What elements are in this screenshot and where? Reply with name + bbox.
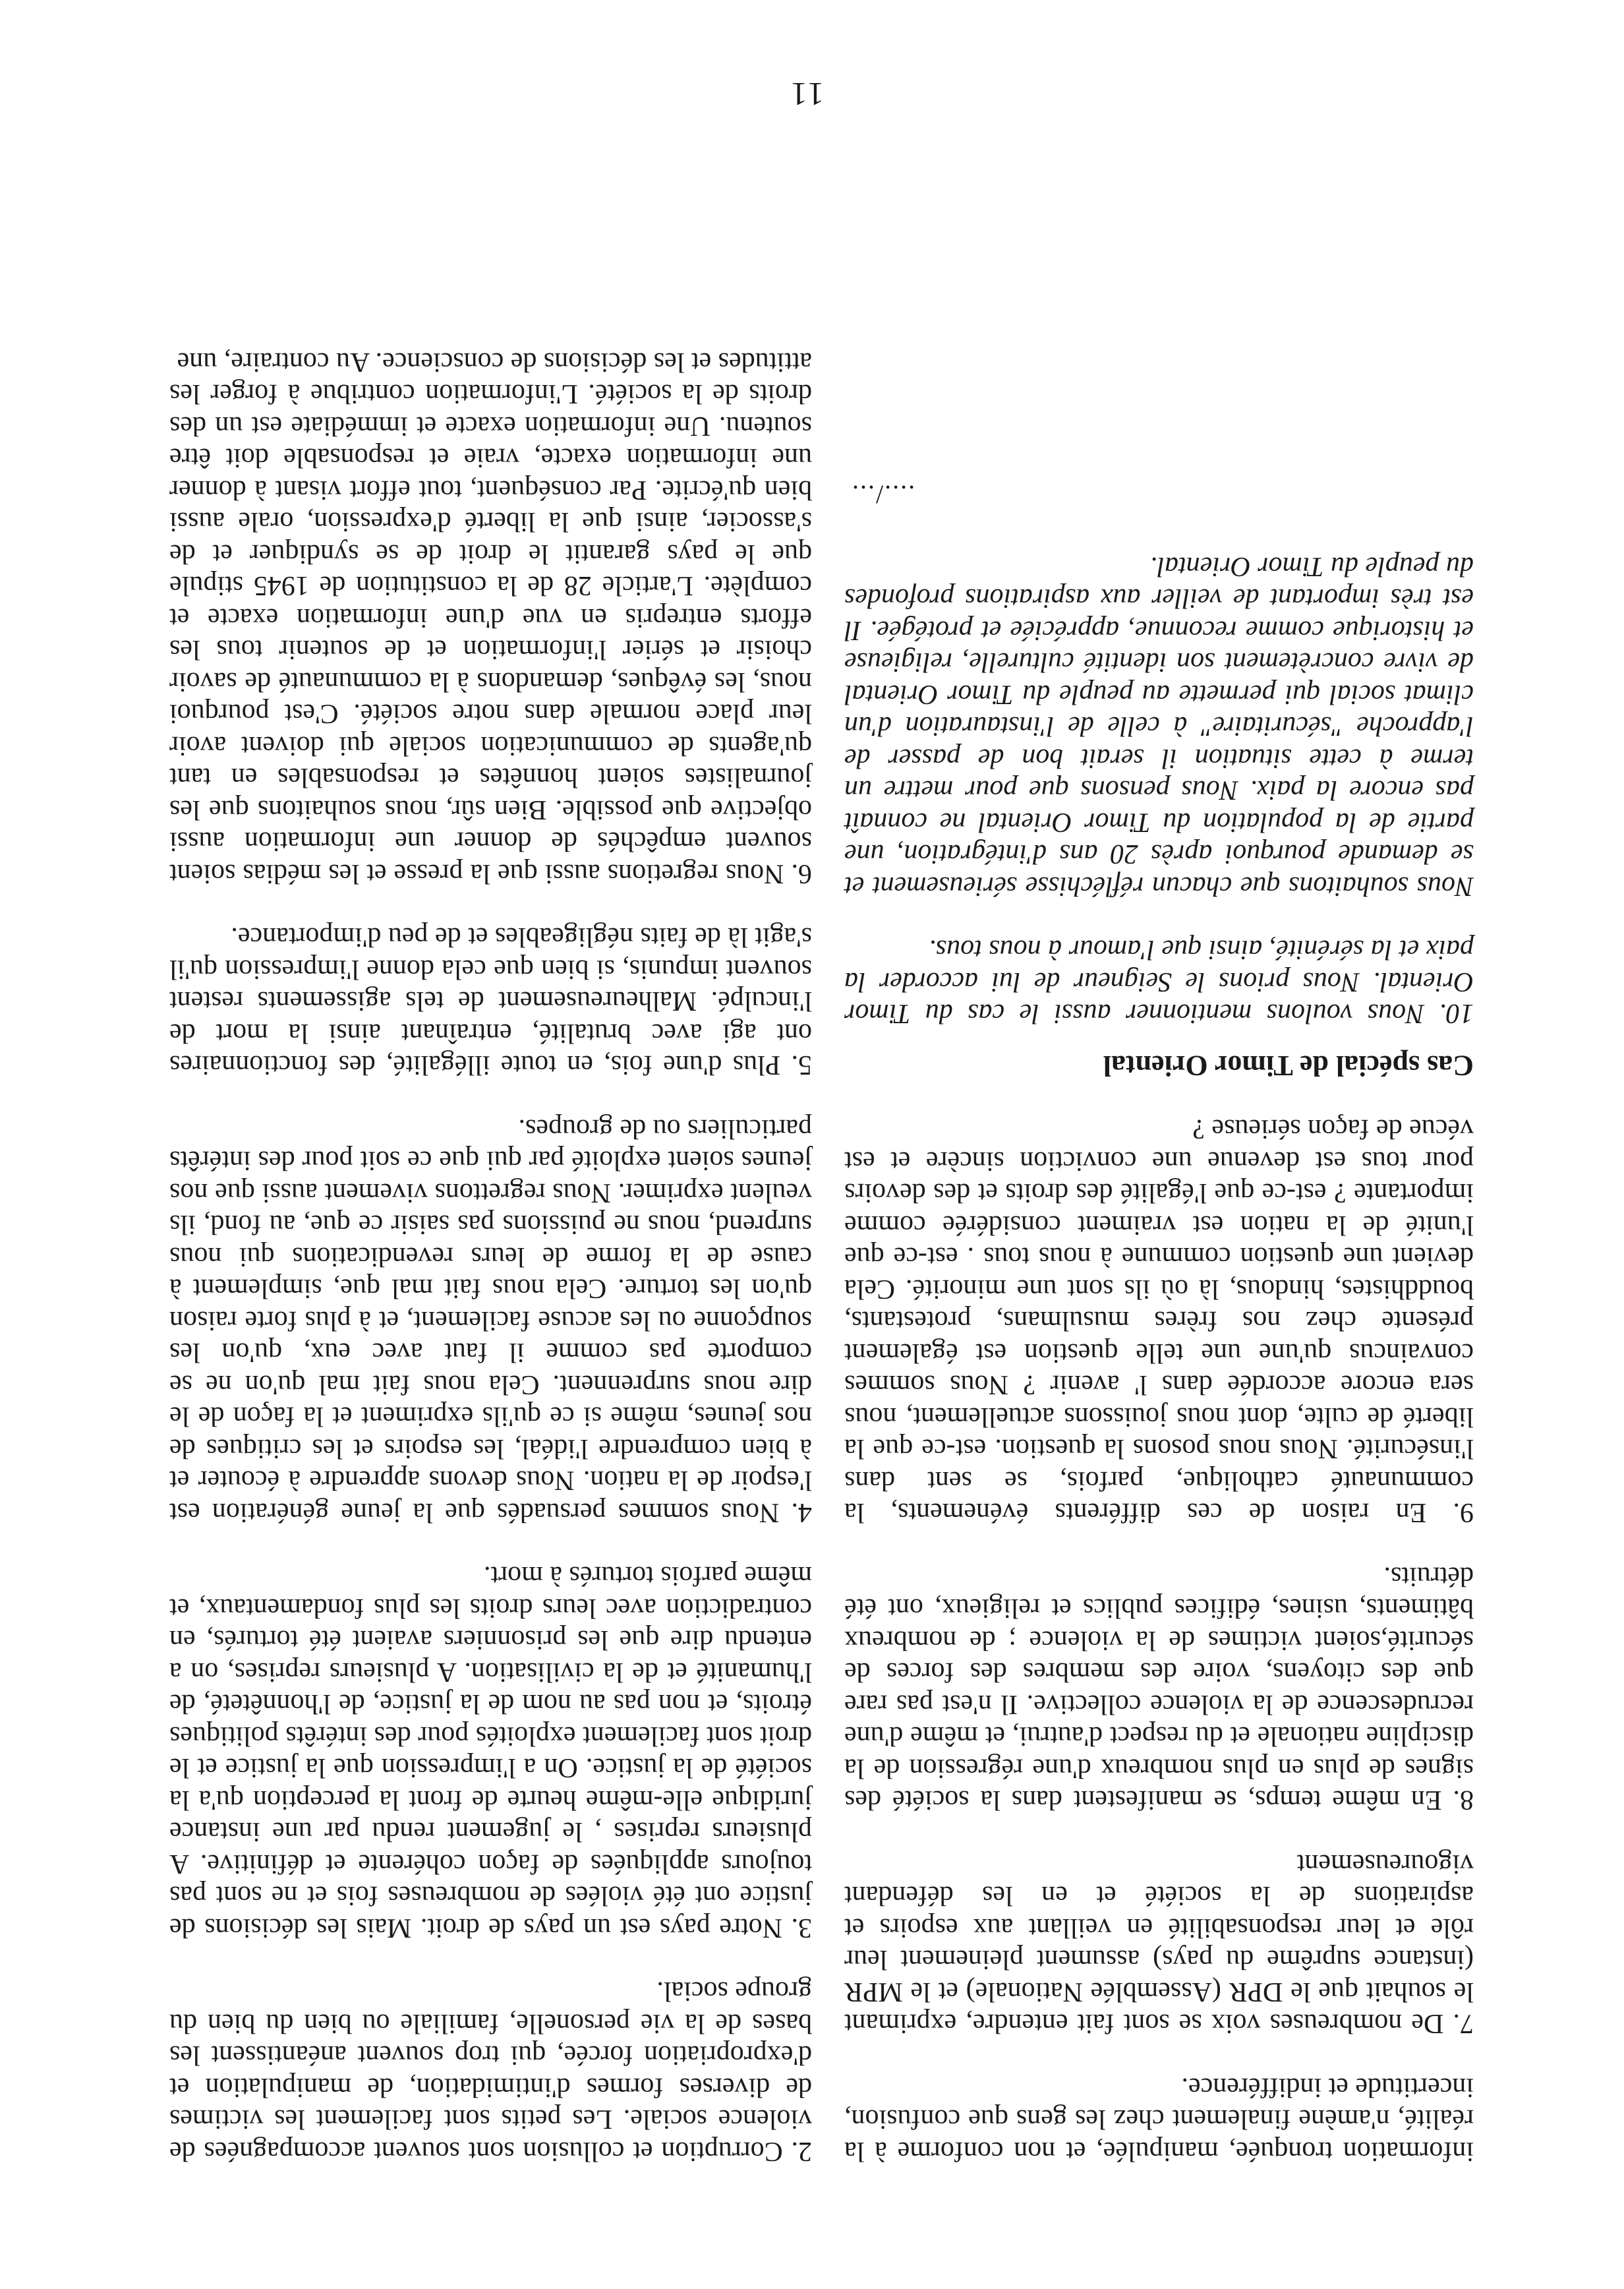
section-heading: Cas spécial de Timor Oriental bbox=[1103, 1050, 1474, 1082]
paragraph-10-continued: Nous souhaitons que chacun réfléchisse sérieusement et se demande pourquoi après 20 ans d'intégration, une partie de la population du Timor Oriental ne connaît pas encore la paix. Nous pensons que pour mettre un terme à cette situation il serait bon de passer de l'approche "sécuritaire" à celle de l'instauration d'un climat social qui permette au peuple du Timor Oriental de vivre concrètement son identité culturelle, religieuse et historique comme reconnue, appréciée et protégée. Il est très important de veiller aux aspirations profondes du peuple du Timor Oriental. bbox=[844, 551, 1474, 901]
paragraph-2: 2. Corruption et collusion sont souvent accompagnées de violence sociale. Les petits sont facilement les victimes de diverses formes d'intimidation, de manipulation et d'expropriation forcée, qui trop souvent anéantissent les bases de la vie personelle, familiale ou bien du bien du groupe social. bbox=[169, 1976, 812, 2166]
page-number: 11 bbox=[789, 76, 825, 113]
left-column bbox=[169, 314, 812, 2168]
paragraph-6: 6. Nous regretions aussi que la presse et les médias soient souvent empêchés de donner une information aussi objective que possible. Bien sûr, nous souhaitons que les journalistes soient honnêtes et responsables en tant qu'agents de communication sociale qui doivent avoir leur place normale dans notre société. C'est pourquoi nous, les évêques, demandons à la communauté de savoir choisir et sérier l'information et de soutenir tous les efforts entrepris en vue d'une information exacte et complète. L'article 28 de la constitution de 1945 stipule que le pays garantit le droit de se syndiquer et de s'associer, ainsi que la liberté d'expression, orale aussi bien qu'écrite. Par conséquent, tout effort visant à donner une information exacte, vraie et responsable doit être soutenu. Une information exacte et immédiate est un des droits de la société. L'information contribue à forger les attitudes et les décisions de conscience. Au contraire, une bbox=[169, 347, 812, 889]
paragraph-8: 8. En même temps, se manifestent dans la société des signes de plus en plus nombreux d'une régression de la discipline nationale et du respect d'autrui, et même d'une recrudescence de la violence collective. Il n'est pas rare que des citoyens, voire des membres des forces de sécurité,soient victimes de la violence ; de nombreux bâtiments, usines, édifices publics et religieux, ont été détruits. bbox=[844, 1561, 1474, 1816]
paragraph-4: 4. Nous sommes persuadés que la jeune génération est l'espoir de la nation. Nous devons apprendre à écouter et à bien comprendre l'idéal, les espoirs et les critiques de nos jeunes, même si ce qu'ils expriment et la façon de le dire nous surprennent. Cela nous fait mal qu'on ne se comporte pas comme il faut avec eux, qu'on les soupçonne ou les accuse facilement, et à plus forte raison qu'on les torture. Cela nous fait mal que, simplement à cause de la forme de leurs revendications qui nous surprend, nous ne puissions pas saisir ce que, au fond, ils veulent exprimer. Nous regrettons vivement aussi que nos jeunes soient exploité par qui que ce soit pour des intérêts particuliers ou de groupes. bbox=[169, 1114, 812, 1528]
paragraph-7: 7. De nombreuses voix se sont fait entendre, exprimant le souhait que le DPR (Assemblée Nationale) et le MPR (instance suprême du pays) assument pleinement leur rôle et leur responsabilité en veillant aux espoirs et aspirations de la société et en les défendant vigoureusement bbox=[844, 1849, 1474, 2039]
continuation-mark: ..../... bbox=[851, 480, 915, 510]
paragraph-10: 10. Nous voulons mentionner aussi le cas du Timor Oriental. Nous prions le Seigneur de lui accorder la paix et la sérénité, ainsi que l'amour à nous tous. bbox=[844, 934, 1474, 1029]
paragraph-3: 3. Notre pays est un pays de droit. Mais les décisions de justice ont été violées de nombreuses fois et ne sont pas toujours appliquées de façon cohérente et définitive. A plusieurs reprises , le jugement rendu par une instance juridique elle-même heurte de front la perception qu'a la société de la justice. On a l'impression que la justice et le droit sont facilement exploités pour des intérêts politiques étroits, et non pas au nom de la justice, de l'honnêteté, de l'humanité et de la civilisation. A plusieurs reprises, on a entendu dire que les prisonniers avaient été torturés, en contradiction avec leurs droits les plus fondamentaux, et même parfois torturés à mort. bbox=[169, 1561, 812, 1943]
paragraph-9: 9. En raison de ces différents événements, la communauté catholique, parfois, se sent dans l'insécurité. Nous nous posons la question. est-ce que la liberté de culte, dont nous jouissons actuellement, nous sera encore accordée dans l' avenir ? Nous sommes convaincus qu'une une telle question est également présente chez nos frères musulmans, protestants, bouddhistes, hindous, là où ils sont une minorité. Cela devient une question commune à nous tous . est-ce que l'unité de la nation est vraiment considérée comme importante ? est-ce que l'égalité des droits et des devoirs pour tous est devenue une conviction sincère et est vécue de façon sérieuse ? bbox=[844, 1114, 1474, 1528]
paragraph-5: 5. Plus d'une fois, en toute illégalité, des fonctionnaires ont agi avec brutalité, entraînant ainsi la mort de l'inculpé. Malheureusement de tels agissements restent souvent impunis, si bien que cela donne l'impression qu'il s'agit là de faits négligeables et de peu d'importance. bbox=[169, 922, 812, 1081]
right-column bbox=[844, 479, 1474, 2167]
paragraph-6-continuation: information tronquée, manipulée, et non conforme à la réalité, n'amène finalement chez les gens que confusion, incertitude et indifférence. bbox=[844, 2072, 1474, 2166]
